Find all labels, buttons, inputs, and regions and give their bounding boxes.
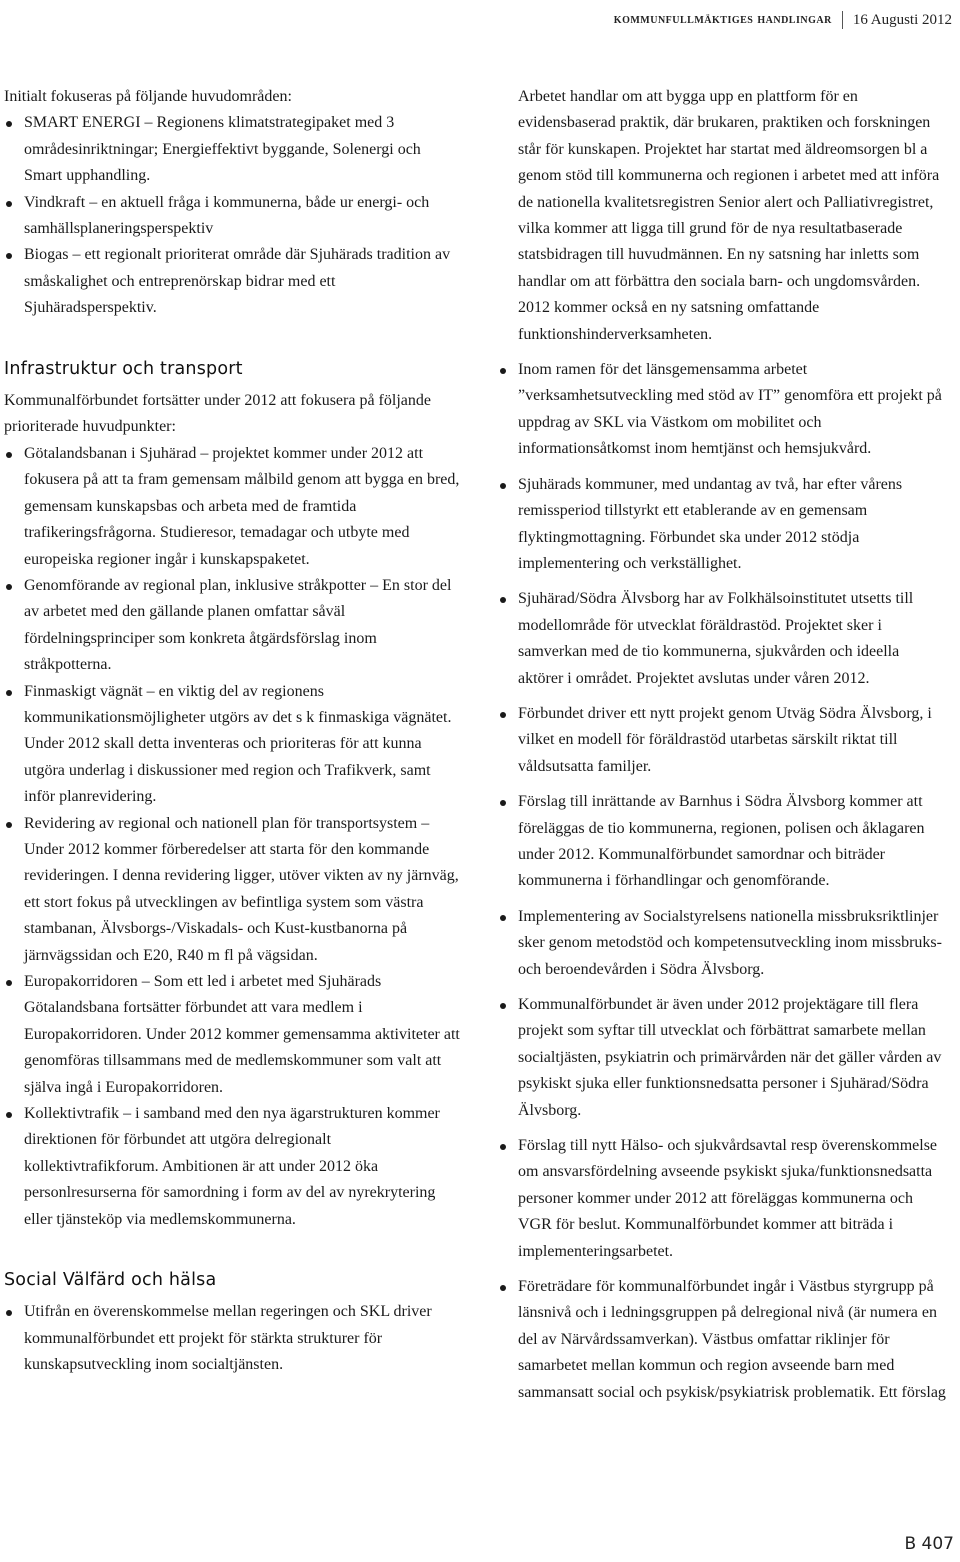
page-header: [614, 0, 952, 40]
list-item: Revidering av regional och nationell plan för transportsystem – Under 2012 kommer förberedelser att starta för den kommande revideringen. I denna revidering ligger, utöver vikten av ny järnväg, ett stort fokus på utvecklingen av befintliga system som västra stambanan, Älvsborgs-/Viskadals- och Kust-kustbanorna på järnvägssidan och E20, R40 m fl på vägsidan.: [4, 811, 460, 969]
social-welfare-list: [4, 1299, 460, 1378]
infrastructure-list: [4, 441, 460, 1233]
list-item: Inom ramen för det länsgemensamma arbetet ”verksamhetsutveckling med stöd av IT” genomföra ett projekt på uppdrag av SKL via Västkom om mobilitet och informationsåtkomst inom hemtjänst och hemsjukvård.: [496, 357, 948, 463]
social-welfare-projects-list: [496, 357, 948, 1406]
list-item: Europakorridoren – Som ett led i arbetet med Sjuhärads Götalandsbana fortsätter förbundet att vara medlem i Europakorridoren. Under 2012 kommer gemensamma aktiviteter att genomföras tillsammans med de medlemskommuner som valt att själva ingå i Europakorridoren.: [4, 969, 460, 1101]
list-item: Implementering av Socialstyrelsens nationella missbruksriktlinjer sker genom metodstöd och kompetensutveckling inom missbruks- och beroendevården i Södra Älvsborg.: [496, 904, 948, 983]
list-item: SMART ENERGI – Regionens klimatstrategipaket med 3 områdesinriktningar; Energieffektivt byggande, Solenergi och Smart upphandling.: [4, 110, 460, 189]
list-item: Förbundet driver ett nytt projekt genom Utväg Södra Älvsborg, i vilket en modell för föräldrastöd utarbetas särskilt riktat till våldsutsatta familjer.: [496, 701, 948, 780]
publication-date: 16 Augusti 2012: [852, 11, 952, 28]
left-column: [4, 84, 460, 1379]
list-item: Finmaskigt vägnät – en viktig del av regionens kommunikationsmöjligheter utgörs av det s k finmaskiga vägnätet. Under 2012 skall detta inventeras och prioriteras för att kunna utgöra underlag i diskussioner med region och Trafikverk, samt inför planrevidering.: [4, 679, 460, 811]
list-item: Sjuhärads kommuner, med undantag av två, har efter vårens remissperiod tillstyrkt ett etablerande av en gemensam flyktingmottagning. Förbundet ska under 2012 stödja implementering och verkställighet.: [496, 472, 948, 578]
social-welfare-continuation: Arbetet handlar om att bygga upp en plattform för en evidensbaserad praktik, där brukaren, praktiken och forskningen står för kunskapen. Projektet har startat med äldreomsorgen bl a genom stöd till kommunerna och regionen i arbetet med att införa de nationella kvalitetsregistren Senior alert och Palliativregistret, vilka kommer att ligga till grund för de nya resultatbaserade statsbidragen till huvudmännen. En ny satsning har inletts som handlar om att förbättra den sociala barn- och ungdomsvården. 2012 kommer också en ny satsning omfattande funktionshinderverksamheten.: [518, 88, 940, 343]
list-item: Kommunalförbundet är även under 2012 projektägare till flera projekt som syftar till utvecklat och förbättrat samarbete mellan socialtjästen, psykiatrin och primärvården när det gäller vården av psykiskt sjuka eller funktionsnedsatta personer i Sjuhärad/Södra Älvsborg.: [496, 992, 948, 1124]
list-item: Genomförande av regional plan, inklusive stråkpotter – En stor del av arbetet med den gällande planen omfattar såväl fördelningsprinciper som konkreta åtgärdsförslag inom stråkpotterna.: [4, 573, 460, 679]
list-item: Förslag till inrättande av Barnhus i Södra Älvsborg kommer att föreläggas de tio kommunerna, regionen, polisen och åklagaren under 2012. Kommunalförbundet samordnar och biträder kommunerna i förhandlingar och genomförande.: [496, 789, 948, 895]
list-item: Biogas – ett regionalt prioriterat område där Sjuhärads tradition av småskalighet och entreprenörskap bidrar med ett Sjuhäradsperspektiv.: [4, 242, 460, 321]
infrastructure-intro: Kommunalförbundet fortsätter under 2012 att fokusera på följande prioriterade huvudpunkter:: [4, 392, 431, 436]
section-heading-infrastructure: Infrastruktur och transport: [4, 358, 243, 379]
publication-name: kommunfullmäktiges handlingar: [613, 12, 832, 27]
focus-intro: Initialt fokuseras på följande huvudområden:: [4, 88, 292, 105]
list-item: Sjuhärad/Södra Älvsborg har av Folkhälsoinstitutet utsetts till modellområde för utvecklat föräldrastöd. Projektet sker i samverkan med de tio kommunerna, sjukvården och ideella aktörer i området. Projektet avslutas under våren 2012.: [496, 586, 948, 692]
list-item: Företrädare för kommunalförbundet ingår i Västbus styrgrupp på länsnivå och i ledningsgruppen på delregional nivå (är numera en del av Närvårdssamverkan). Västbus omfattar riklinjer för samarbetet mellan kommun och region avseende barn med sammansatt social och psykisk/psykiatrisk problematik. Ett förslag: [496, 1274, 948, 1406]
list-item: Förslag till nytt Hälso- och sjukvårdsavtal resp överenskommelse om ansvarsfördelning avseende psykiskt sjuka/funktionsnedsatta personer kommer under 2012 att föreläggas kommunerna och VGR för beslut. Kommunalförbundet kommer att biträda i implementeringsarbetet.: [496, 1133, 948, 1265]
list-item: Vindkraft – en aktuell fråga i kommunerna, både ur energi- och samhällsplaneringsperspektiv: [4, 190, 460, 243]
page-footer: [904, 1526, 954, 1562]
list-item: Götalandsbanan i Sjuhärad – projektet kommer under 2012 att fokusera på att ta fram gemensam målbild genom att bygga en bred, gemensam kunskapsbas och arbeta med de framtida trafikeringsfrågorna. Studieresor, temadagar och utbyte med europeiska regioner ingår i kunskapspaketet.: [4, 441, 460, 573]
list-item: Kollektivtrafik – i samband med den nya ägarstrukturen kommer direktionen för förbundet att utgöra delregionalt kollektivtrafikforum. Ambitionen är att under 2012 öka personlresurserna för samordning i form av del av nyrekrytering eller tjänsteköp via medlemskommunerna.: [4, 1101, 460, 1233]
header-divider: [842, 11, 843, 29]
focus-list: [4, 110, 460, 321]
page-number: B 407: [904, 1534, 954, 1554]
list-item: Utifrån en överenskommelse mellan regeringen och SKL driver kommunalförbundet ett projekt för stärkta strukturer för kunskapsutveckling inom socialtjänsten.: [4, 1299, 460, 1378]
section-heading-social-welfare: Social Välfärd och hälsa: [4, 1270, 217, 1291]
right-column: [496, 84, 948, 1415]
